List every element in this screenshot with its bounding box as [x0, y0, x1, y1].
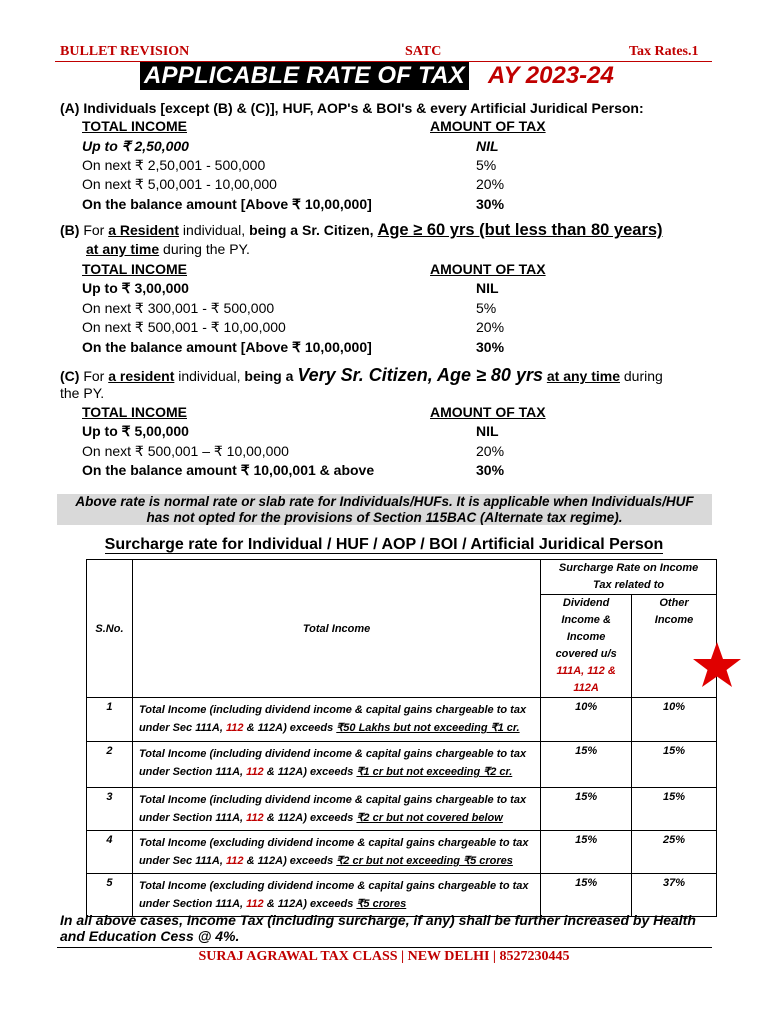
col-header-total-income: [132, 560, 540, 698]
section-b-row-income: On next ₹ 500,001 - ₹ 10,00,000: [82, 319, 286, 335]
col-header-rate-group: [541, 560, 717, 595]
section-c-text: For: [83, 368, 105, 384]
table-row: [87, 698, 717, 742]
col-header-dividend-line: 112A: [573, 682, 599, 694]
surcharge-table: [86, 559, 717, 917]
col-header-rate-group-text: Surcharge Rate on Income Tax related to: [558, 562, 699, 591]
section-a-row-income: Up to ₹ 2,50,000: [82, 138, 189, 154]
section-c-text: during: [623, 368, 663, 384]
col-header-dividend-line: Income &: [561, 614, 611, 626]
section-b-row-tax: NIL: [476, 280, 499, 296]
row-text-red: 112: [246, 812, 264, 824]
section-c-heading-line2: the PY.: [60, 385, 105, 401]
section-a-row-tax: 20%: [476, 176, 505, 192]
section-b-row-income: Up to ₹ 3,00,000: [82, 280, 189, 296]
header-right: Tax Rates.1: [629, 44, 699, 59]
header-center: SATC: [405, 44, 442, 59]
col-header-other-line: Income: [654, 614, 694, 626]
section-b-row-tax: 30%: [476, 339, 505, 355]
row-text: Total Income (excluding dividend income & capital gains chargeable to tax under Section 111A,: [138, 880, 529, 910]
row-threshold: ₹2 cr but not exceeding ₹5 crores: [336, 855, 513, 867]
row-text-red: 112: [246, 898, 264, 910]
section-b-text: For: [83, 222, 105, 238]
section-c-col-income: TOTAL INCOME: [82, 404, 187, 420]
row-threshold: ₹2 cr but not covered below: [356, 812, 503, 824]
row-total-income: [132, 698, 540, 742]
col-header-dividend-line: 111A, 112 &: [556, 665, 616, 677]
section-c-age: Very Sr. Citizen, Age ≥ 80 yrs: [297, 365, 543, 385]
slab-rate-note: [57, 494, 712, 525]
section-c-anytime: at any time: [546, 368, 620, 384]
page-title-box: [140, 62, 469, 90]
section-c-prefix: (C): [60, 368, 80, 384]
row-dividend-rate: 15%: [541, 874, 632, 917]
row-total-income: [132, 831, 540, 874]
section-a-row-income: On next ₹ 5,00,001 - 10,00,000: [82, 176, 277, 192]
table-row: [87, 742, 717, 788]
row-sno: 1: [87, 698, 133, 742]
section-b-text: during the PY.: [163, 241, 250, 257]
row-total-income: [132, 788, 540, 831]
row-text: Total Income (including dividend income & capital gains chargeable to tax under Section 111A,: [138, 794, 527, 824]
section-a-heading: [60, 99, 644, 117]
surcharge-title-text: Surcharge rate for Individual / HUF / AOP / BOI / Artificial Juridical Person: [104, 536, 664, 553]
row-text: Total Income (including dividend income & capital gains chargeable to tax under Sec 111A,: [138, 704, 527, 734]
section-b-heading: [60, 221, 720, 239]
section-b-col-income: TOTAL INCOME: [82, 261, 187, 277]
row-text: Total Income (including dividend income & capital gains chargeable to tax under Section 111A,: [138, 748, 527, 778]
closing-note: [60, 912, 720, 944]
row-dividend-rate: 15%: [541, 788, 632, 831]
section-c-text: being a: [244, 368, 294, 384]
col-header-dividend-line: Dividend: [562, 597, 610, 609]
section-a-heading-text: Individuals [except (B) & (C)], HUF, AOP's & BOI's & every Artificial Juridical Person:: [83, 100, 644, 116]
row-threshold: ₹50 Lakhs but not exceeding ₹1 cr.: [336, 722, 520, 734]
section-b-senior: being a Sr. Citizen,: [249, 222, 374, 238]
row-text: & 112A) exceeds: [243, 722, 337, 734]
row-text-red: 112: [225, 855, 244, 867]
row-dividend-rate: 10%: [541, 698, 632, 742]
col-header-sno: [87, 560, 133, 698]
slab-rate-note-line: Above rate is normal rate or slab rate for Individuals/HUFs. It is applicable when Individuals/HUF: [75, 494, 694, 509]
section-b-row-tax: 20%: [476, 319, 505, 335]
row-other-rate: 10%: [632, 698, 717, 742]
row-threshold: ₹5 crores: [356, 898, 407, 910]
section-b-row-tax: 5%: [476, 300, 497, 316]
table-row: [87, 874, 717, 917]
slab-rate-note-line: has not opted for the provisions of Section 115BAC (Alternate tax regime).: [146, 509, 623, 525]
table-row: [87, 831, 717, 874]
header-left: BULLET REVISION: [60, 44, 190, 59]
section-c-row-tax: NIL: [476, 423, 499, 439]
section-b-anytime: at any time: [86, 241, 160, 257]
row-text: & 112A) exceeds: [263, 766, 357, 778]
section-c-row-income: On next ₹ 500,001 – ₹ 10,00,000: [82, 443, 289, 459]
col-header-dividend: [541, 595, 632, 698]
row-dividend-rate: 15%: [541, 742, 632, 788]
section-b-row-income: On next ₹ 300,001 - ₹ 500,000: [82, 300, 275, 316]
row-sno: 4: [87, 831, 133, 874]
section-a-row-tax: 30%: [476, 196, 505, 212]
section-c-row-income: Up to ₹ 5,00,000: [82, 423, 189, 439]
col-header-sno-text: S.No.: [95, 622, 124, 635]
section-b-text: individual,: [182, 222, 246, 238]
section-c-row-tax: 30%: [476, 462, 505, 478]
surcharge-title: [0, 536, 768, 554]
section-b-col-tax: AMOUNT OF TAX: [430, 261, 546, 277]
closing-note-line: In all above cases, Income Tax (including surcharge, if any) shall be further increased by Health: [60, 912, 696, 928]
row-threshold: ₹1 cr but not exceeding ₹2 cr.: [356, 766, 513, 778]
section-c-resident: a resident: [108, 368, 175, 384]
section-a-col-income: TOTAL INCOME: [82, 118, 187, 134]
row-other-rate: 25%: [632, 831, 717, 874]
col-header-dividend-line: Income: [566, 631, 606, 643]
section-b-heading-line2: [86, 240, 250, 258]
section-c-text: individual,: [178, 368, 241, 384]
section-c-heading: [60, 366, 720, 385]
row-total-income: [132, 874, 540, 917]
row-text: & 112A) exceeds: [243, 855, 337, 867]
section-c-row-income: On the balance amount ₹ 10,00,001 & above: [82, 462, 375, 478]
section-a-row-income: On the balance amount [Above ₹ 10,00,000]: [82, 196, 372, 212]
row-total-income: [132, 742, 540, 788]
row-other-rate: 15%: [632, 742, 717, 788]
page-title: APPLICABLE RATE OF TAX: [144, 62, 465, 89]
row-other-rate: 37%: [632, 874, 717, 917]
row-text-red: 112: [225, 722, 244, 734]
row-text: & 112A) exceeds: [263, 898, 357, 910]
footer: SURAJ AGRAWAL TAX CLASS | NEW DELHI | 8527230445: [198, 949, 570, 964]
section-b-prefix: (B): [60, 222, 80, 238]
section-c-col-tax: AMOUNT OF TAX: [430, 404, 546, 420]
section-b-resident: a Resident: [108, 222, 180, 238]
col-header-total-income-text: Total Income: [302, 622, 371, 635]
table-row: [87, 788, 717, 831]
section-a-row-tax: 5%: [476, 157, 497, 173]
section-a-col-tax: AMOUNT OF TAX: [430, 118, 546, 134]
row-sno: 2: [87, 742, 133, 788]
row-sno: 5: [87, 874, 133, 917]
col-header-other-line: Other: [659, 597, 689, 609]
col-header-dividend-line: covered u/s: [555, 648, 617, 660]
row-text: & 112A) exceeds: [263, 812, 357, 824]
row-text: Total Income (excluding dividend income & capital gains chargeable to tax under Sec 111A,: [138, 837, 529, 867]
section-b-row-income: On the balance amount [Above ₹ 10,00,000]: [82, 339, 372, 355]
row-sno: 3: [87, 788, 133, 831]
section-a-row-income: On next ₹ 2,50,001 - 500,000: [82, 157, 266, 173]
section-a-row-tax: NIL: [476, 138, 499, 154]
star-icon: [692, 641, 742, 689]
page-title-year: AY 2023-24: [488, 62, 614, 89]
row-other-rate: 15%: [632, 788, 717, 831]
section-b-age: Age ≥ 60 yrs (but less than 80 years): [377, 221, 663, 239]
footer-divider: [57, 947, 712, 948]
row-text-red: 112: [246, 766, 264, 778]
section-a-prefix: (A): [60, 100, 80, 116]
section-c-row-tax: 20%: [476, 443, 505, 459]
row-dividend-rate: 15%: [541, 831, 632, 874]
closing-note-line: and Education Cess @ 4%.: [60, 928, 240, 944]
